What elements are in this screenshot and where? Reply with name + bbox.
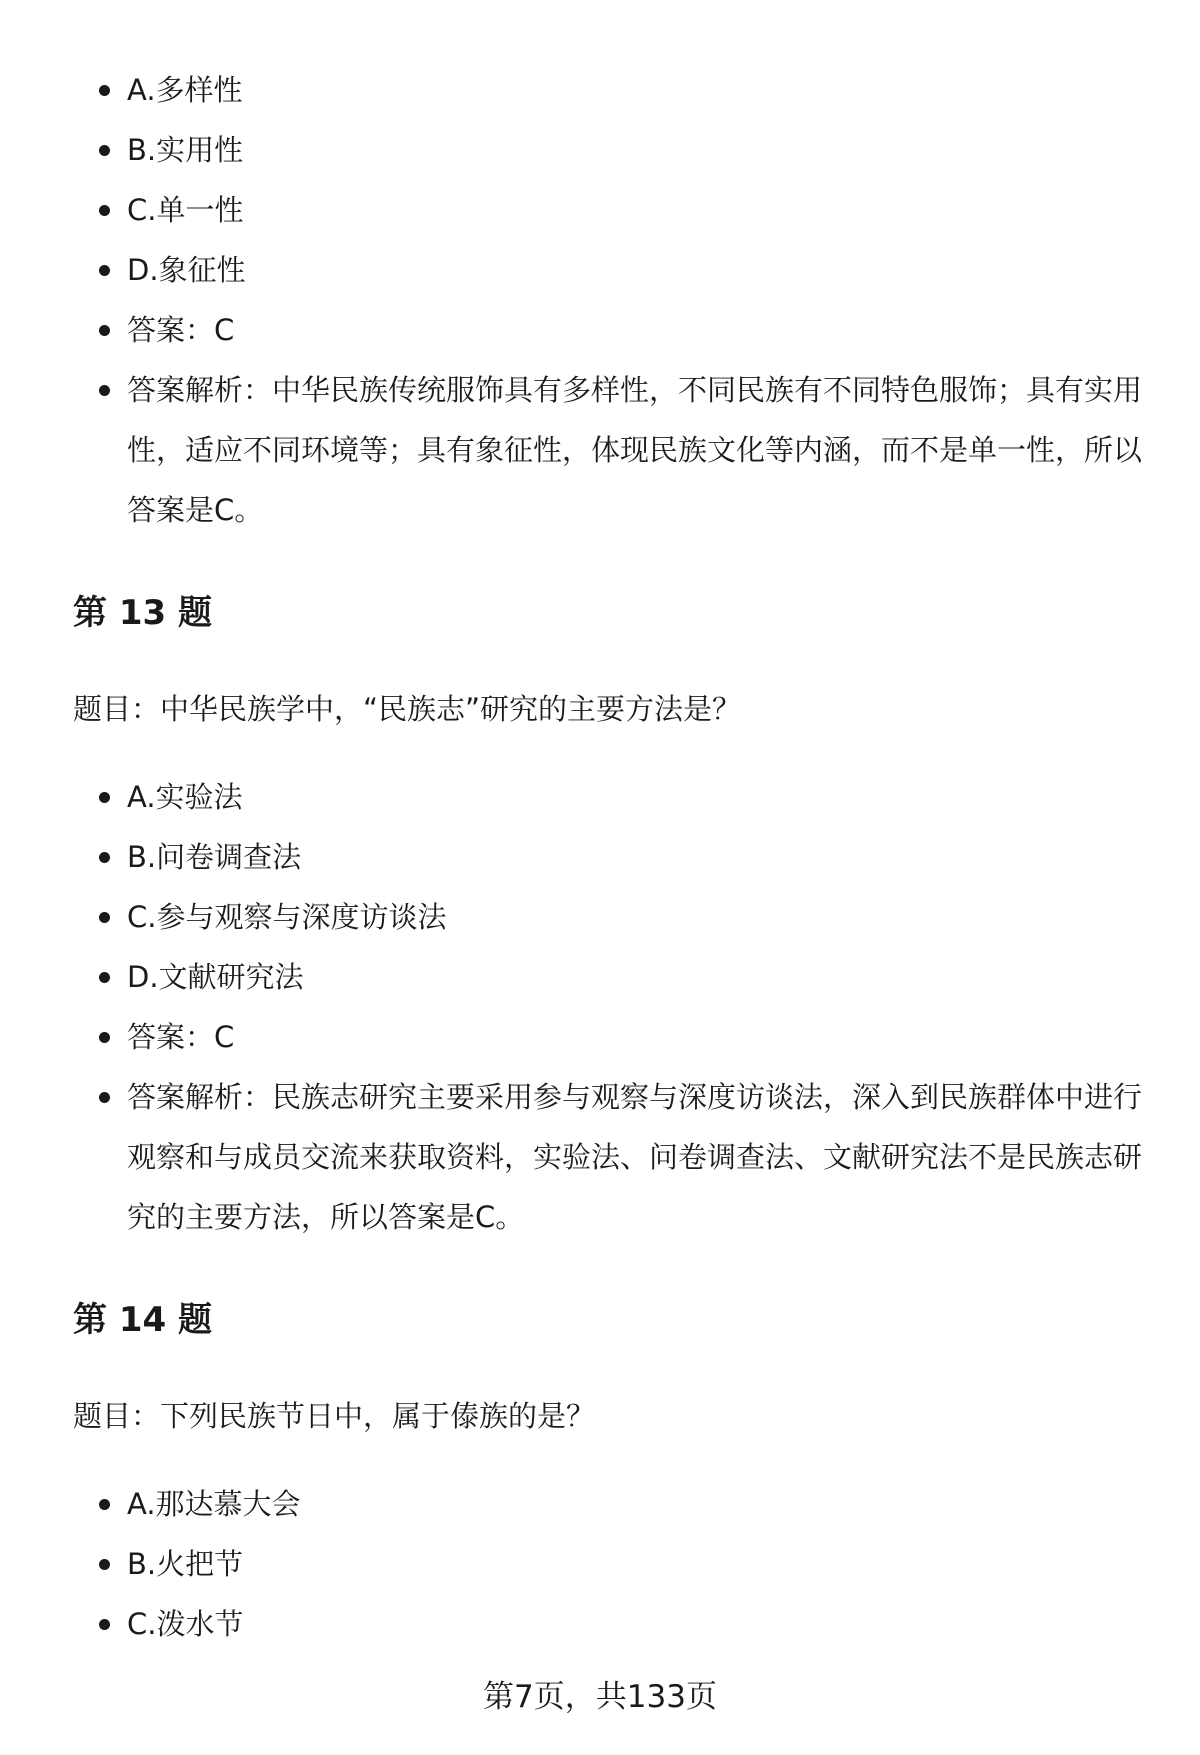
question-13-options bbox=[73, 767, 1143, 1247]
option-c: C.单一性 bbox=[73, 180, 1143, 240]
question-13-text: 题目：中华民族学中，“民族志”研究的主要方法是？ bbox=[73, 692, 742, 726]
question-13 bbox=[73, 583, 1143, 1247]
question-14-text: 题目：下列民族节日中，属于傣族的是？ bbox=[73, 1399, 596, 1433]
option-a: A.多样性 bbox=[73, 60, 1143, 120]
question-12-options bbox=[73, 60, 1143, 540]
question-14 bbox=[73, 1290, 1143, 1654]
answer: 答案：C bbox=[73, 300, 1143, 360]
question-12 bbox=[73, 60, 1143, 540]
page-number-footer: 第7页，共133页 bbox=[483, 1679, 717, 1715]
option-b: B.问卷调查法 bbox=[73, 827, 1143, 887]
option-a: A.那达慕大会 bbox=[73, 1474, 1143, 1534]
option-d: D.象征性 bbox=[73, 240, 1143, 300]
option-b: B.实用性 bbox=[73, 120, 1143, 180]
question-14-options bbox=[73, 1474, 1143, 1654]
answer: 答案：C bbox=[73, 1007, 1143, 1067]
option-a: A.实验法 bbox=[73, 767, 1143, 827]
option-c: C.参与观察与深度访谈法 bbox=[73, 887, 1143, 947]
page-content bbox=[73, 60, 1143, 1654]
answer-analysis: 答案解析：中华民族传统服饰具有多样性，不同民族有不同特色服饰；具有实用性，适应不同环境等；具有象征性，体现民族文化等内涵，而不是单一性，所以答案是C。 bbox=[73, 360, 1143, 540]
question-14-heading: 第 14 题 bbox=[73, 1300, 212, 1340]
answer-analysis: 答案解析：民族志研究主要采用参与观察与深度访谈法，深入到民族群体中进行观察和与成员交流来获取资料，实验法、问卷调查法、文献研究法不是民族志研究的主要方法，所以答案是C。 bbox=[73, 1067, 1143, 1247]
question-13-heading: 第 13 题 bbox=[73, 593, 212, 633]
option-b: B.火把节 bbox=[73, 1534, 1143, 1594]
option-d: D.文献研究法 bbox=[73, 947, 1143, 1007]
option-c: C.泼水节 bbox=[73, 1594, 1143, 1654]
